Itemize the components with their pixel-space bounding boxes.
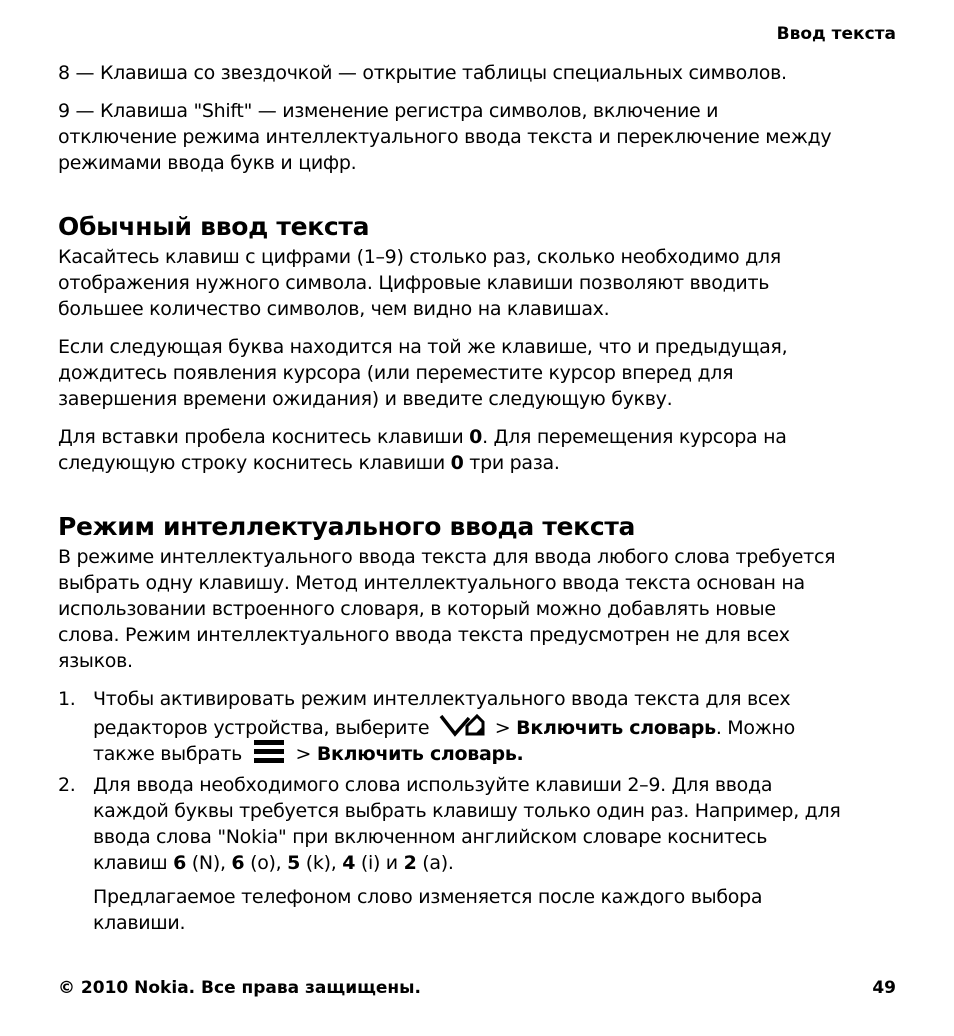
text-segment: Если следующая буква находится на той же клавише, что и предыдущая, — [58, 336, 788, 358]
paragraph — [58, 244, 898, 322]
text-segment: выбрать одну клавишу. Метод интеллектуального ввода текста основан на — [58, 572, 805, 594]
text-segment: отключение режима интеллектуального ввода текста и переключение между — [58, 126, 832, 148]
text-segment: клавиши. — [93, 912, 186, 934]
text-line — [58, 296, 898, 322]
page-number: 49 — [872, 978, 896, 998]
list-item-text — [93, 884, 762, 936]
text-line — [93, 686, 795, 712]
section-heading: Режим интеллектуального ввода текста — [58, 512, 636, 541]
text-line — [58, 334, 898, 360]
text-segment: Предлагаемое телефоном слово изменяется после каждого выбора — [93, 886, 763, 908]
paragraph — [58, 60, 898, 86]
text-line — [58, 596, 898, 622]
list-item — [58, 884, 898, 936]
text-segment: Чтобы активировать режим интеллектуального ввода текста для всех — [93, 688, 791, 710]
text-segment: режимами ввода букв и цифр. — [58, 152, 357, 174]
menu-icon — [252, 738, 286, 771]
text-segment: Касайтесь клавиш с цифрами (1–9) столько раз, сколько необходимо для — [58, 246, 781, 268]
text-line — [58, 360, 898, 386]
text-segment: также выбрать — [93, 743, 248, 765]
text-line — [58, 450, 898, 476]
text-line — [93, 738, 795, 764]
text-segment: (i) и — [355, 852, 404, 874]
text-segment: отображения нужного символа. Цифровые клавиши позволяют вводить — [58, 272, 770, 294]
text-line — [58, 622, 898, 648]
text-segment: клавиш — [93, 852, 174, 874]
text-segment: три раза. — [463, 452, 560, 474]
text-segment: использовании встроенного словаря, в который можно добавлять новые — [58, 598, 776, 620]
text-segment: (a). — [416, 852, 454, 874]
text-line — [58, 570, 898, 596]
page-body — [58, 60, 898, 944]
text-segment: большее количество символов, чем видно на клавишах. — [58, 298, 610, 320]
text-segment: 9 — Клавиша "Shift" — изменение регистра символов, включение и — [58, 100, 719, 122]
text-line — [93, 910, 762, 936]
text-line — [58, 648, 898, 674]
text-segment: каждой буквы требуется выбрать клавишу только один раз. Например, для — [93, 800, 841, 822]
bold-text: Включить словарь. — [316, 743, 524, 765]
text-segment: дождитесь появления курсора (или переместите курсор вперед для — [58, 362, 734, 384]
bold-text: Включить словарь — [516, 717, 716, 739]
text-line — [93, 798, 840, 824]
text-segment: 8 — Клавиша со звездочкой — открытие таблицы специальных символов. — [58, 62, 787, 84]
text-line — [93, 772, 840, 798]
bold-text: 6 — [173, 852, 187, 874]
footer — [58, 978, 896, 998]
text-line — [58, 386, 898, 412]
text-segment: завершения времени ожидания) и введите следующую букву. — [58, 388, 673, 410]
list-number — [58, 884, 93, 936]
paragraph — [58, 334, 898, 412]
section-heading: Обычный ввод текста — [58, 212, 370, 241]
bold-text: 6 — [231, 852, 245, 874]
text-segment: редакторов устройства, выберите — [93, 717, 436, 739]
text-segment: (N), — [186, 852, 232, 874]
text-line — [58, 270, 898, 296]
bold-text: 2 — [403, 852, 417, 874]
text-segment: языков. — [58, 650, 133, 672]
text-segment: следующую строку коснитесь клавиши — [58, 452, 451, 474]
text-segment: > — [289, 743, 317, 765]
bold-text: 0 — [469, 426, 483, 448]
text-segment: (k), — [300, 852, 343, 874]
text-line — [93, 824, 840, 850]
text-line — [58, 244, 898, 270]
text-line — [58, 544, 898, 570]
text-segment: Для вставки пробела коснитесь клавиши — [58, 426, 470, 448]
list-item-text — [93, 686, 795, 764]
text-line — [58, 98, 898, 124]
text-line — [58, 150, 898, 176]
copyright: © 2010 Nokia. Все права защищены. — [58, 978, 422, 998]
paragraph — [58, 98, 898, 176]
text-line — [58, 424, 898, 450]
text-segment: Для ввода необходимого слова используйте клавиши 2–9. Для ввода — [93, 774, 773, 796]
bold-text: 5 — [287, 852, 301, 874]
text-segment: . Можно — [715, 717, 795, 739]
text-line — [58, 124, 898, 150]
text-segment: > — [489, 717, 517, 739]
list-number: 1. — [58, 688, 76, 710]
paragraph — [58, 424, 898, 476]
bold-text: 0 — [450, 452, 464, 474]
text-line — [58, 60, 898, 86]
text-line — [93, 712, 795, 738]
text-segment: слова. Режим интеллектуального ввода текста предусмотрен не для всех — [58, 624, 790, 646]
text-segment: ввода слова "Nokia" при включенном английском словаре коснитесь — [93, 826, 768, 848]
bold-text: 4 — [342, 852, 356, 874]
running-header: Ввод текста — [776, 24, 896, 44]
text-line — [93, 884, 762, 910]
text-segment: В режиме интеллектуального ввода текста для ввода любого слова требуется — [58, 546, 836, 568]
list-item — [58, 772, 898, 876]
list-item — [58, 686, 898, 764]
list-item-text — [93, 772, 840, 876]
list-number: 2. — [58, 774, 76, 796]
text-segment: . Для перемещения курсора на — [482, 426, 787, 448]
text-segment: (o), — [244, 852, 288, 874]
paragraph — [58, 544, 898, 674]
text-line — [93, 850, 840, 876]
